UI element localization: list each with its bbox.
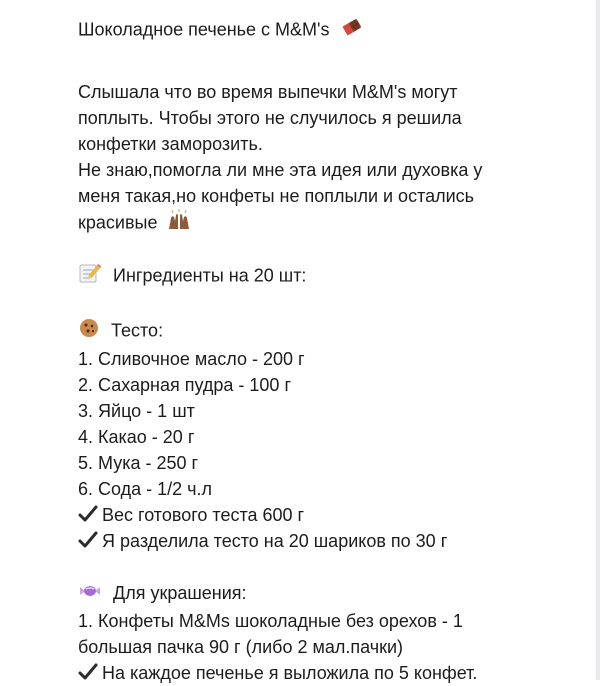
- decoration-note: На каждое печенье я выложила по 5 конфет.: [102, 662, 478, 683]
- check-mark-icon: [78, 530, 98, 550]
- chocolate-bar-icon: [341, 16, 363, 45]
- ingredients-header: Ингредиенты на 20 шт:: [113, 265, 307, 286]
- intro-line: красивые: [78, 212, 158, 233]
- intro-last-line-row: [78, 209, 568, 238]
- list-item: 1. Конфеты M&Ms шоколадные без орехов - 1: [78, 610, 463, 631]
- note-title-row: [78, 16, 568, 45]
- scrollbar[interactable]: [596, 0, 600, 680]
- list-item: 3. Яйцо - 1 шт: [78, 401, 195, 421]
- list-item: 5. Мука - 250 г: [78, 453, 199, 473]
- ingredients-header-row: [78, 262, 568, 291]
- dough-note: Вес готового теста 600 г: [102, 505, 305, 525]
- list-item: 4. Какао - 20 г: [78, 427, 195, 447]
- check-mark-icon: [78, 504, 98, 524]
- intro-line: меня такая,но конфеты не поплыли и остались: [78, 186, 475, 206]
- cookie-icon: [78, 317, 100, 346]
- list-item: большая пачка 90 г (либо 2 мал.пачки): [78, 636, 404, 657]
- recipe-note: [78, 16, 568, 686]
- intro-line: конфетки заморозить.: [78, 134, 263, 154]
- intro-line: Слышала что во время выпечки M&M's могут: [78, 82, 458, 102]
- dough-header-row: [78, 317, 568, 346]
- intro-line: Не знаю,помогла ли мне эта идея или духовка у: [78, 160, 483, 180]
- dough-note: Я разделила тесто на 20 шариков по 30 г: [102, 531, 448, 551]
- dough-note-row: [78, 502, 568, 528]
- note-title: Шоколадное печенье с M&M's: [78, 19, 330, 40]
- list-item: 1. Сливочное масло - 200 г: [78, 349, 305, 369]
- memo-icon: [78, 262, 102, 291]
- decoration-header-row: [78, 580, 568, 608]
- check-mark-icon: [78, 662, 98, 682]
- list-item: 6. Сода - 1/2 ч.л: [78, 479, 213, 499]
- list-item: 2. Сахарная пудра - 100 г: [78, 375, 292, 395]
- decoration-header: Для украшения:: [113, 583, 247, 603]
- candy-icon: [78, 581, 102, 608]
- dough-list: [78, 346, 568, 554]
- intro-paragraph: [78, 79, 568, 238]
- dough-header: Тесто:: [111, 320, 164, 341]
- decoration-list: [78, 608, 568, 686]
- dough-note-row: [78, 528, 568, 554]
- decoration-note-row: [78, 660, 568, 686]
- intro-line: поплыть. Чтобы этого не случилось я решила: [78, 108, 462, 128]
- raised-hands-icon: [166, 209, 192, 238]
